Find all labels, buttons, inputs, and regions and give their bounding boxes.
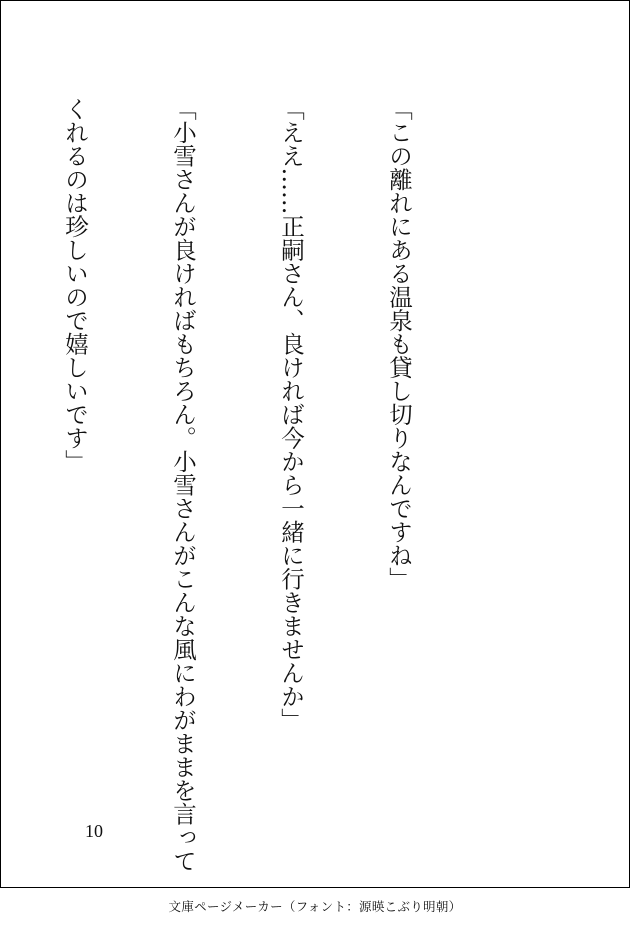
text-line: 「ええ……正嗣さん、良ければ今から一緒に行きませんか」 (277, 97, 305, 732)
text-line: くれるのは珍しいので嬉しいです」 (61, 97, 89, 473)
footer-caption: 文庫ページメーカー（フォント：源暎こぶり明朝） (168, 899, 462, 914)
page-number: 10 (85, 821, 103, 841)
text-line: 「小雪さんが良ければもちろん。小雪さんがこんな風にわがままを言って (169, 97, 197, 873)
text-line: 「この離れにある温泉も貸し切りなんですね」 (385, 97, 413, 591)
